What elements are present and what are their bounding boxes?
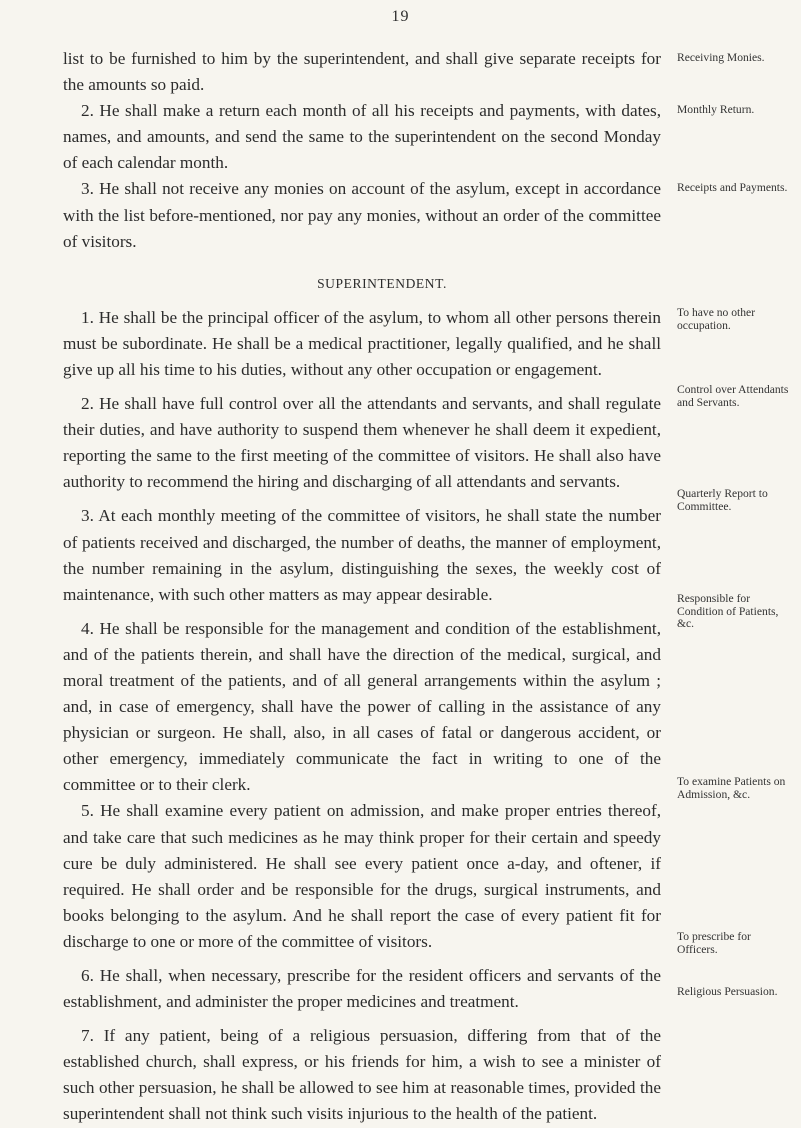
margin-note-prescribe-officers: To prescribe for Officers. [677,930,751,956]
paragraph-receipts-payments: 3. He shall not receive any monies on account of the asylum, except in accordance with the list before-mentioned, nor pay any monies, without an order of the committee of visitors. [63,179,661,251]
margin-note-receiving-monies: Receiving Monies. [677,51,765,64]
margin-note-no-other-occupation: To have no other occupation. [677,306,756,332]
paragraph-prescribe-officers: 6. He shall, when necessary, prescribe for the resident officers and servants of the establishment, and administer the proper medicines and treatment. [63,966,661,1012]
margin-note-quarterly-report: Quarterly Report to Committee. [677,487,768,513]
body-text [63,46,661,1128]
page-number: 19 [391,8,410,25]
margin-note-responsible-condition: Responsible for Condition of Patients, &c. [677,592,779,631]
paragraph-religious-persuasion: 7. If any patient, being of a religious persuasion, differing from that of the established church, shall express, or his friends for him, a wish to see a minister of such other persuasion, he shall be allowed to see him at reasonable times, provided the superintendent shall not think such visits injurious to the health of the patient. [63,1026,661,1124]
paragraph-responsibility: 4. He shall be responsible for the management and condition of the establishment, and of the patients therein, and shall have the direction of the medical, surgical, and moral treatment of the patients, and of all general arrangements within the asylum ; and, in case of emergency, shall have the power of calling in the assistance of any physician or surgeon. He shall, also, in all cases of fatal or dangerous accident, or other emergency, immediately communicate the fact in writing to one of the committee or to their clerk. [63,618,661,795]
section-heading: SUPERINTENDENT. [317,275,447,291]
margin-note-religious-persuasion: Religious Persuasion. [677,985,778,998]
paragraph-control-attendants: 2. He shall have full control over all the attendants and servants, and shall regulate their duties, and have authority to suspend them whenever he shall deem it expedient, reporting the same to the first meeting of the committee of visitors. He shall also have authority to recommend the hiring and discharging of all attendants and servants. [63,394,661,492]
paragraph-monthly-return: 2. He shall make a return each month of all his receipts and payments, with dates, names, and amounts, and send the same to the superintendent on the second Monday of each calendar month. [63,101,661,173]
paragraph-receipts-intro: list to be furnished to him by the superintendent, and shall give separate receipts for the amounts so paid. [63,49,661,95]
margin-note-control-attendants: Control over Attendants and Servants. [677,383,789,409]
paragraph-examine-patients: 5. He shall examine every patient on admission, and make proper entries thereof, and take care that such medicines as he may think proper for their certain and speedy cure be duly administered. He shall see every patient once a-day, and oftener, if required. He shall order and be responsible for the drugs, surgical instruments, and books belonging to the asylum. And he shall report the case of every patient fit for discharge to one or more of the committee of visitors. [63,801,661,951]
paragraph-monthly-meeting: 3. At each monthly meeting of the committee of visitors, he shall state the number of patients received and discharged, the number of deaths, the manner of employment, the number remaining in the asylum, distinguishing the sexes, the weekly cost of maintenance, with such other matters as may appear desirable. [63,506,661,604]
paragraph-principal-officer: 1. He shall be the principal officer of the asylum, to whom all other persons therein must be subordinate. He shall be a medical practitioner, legally qualified, and he shall give up all his time to his duties, without any other occupation or engagement. [63,307,661,379]
margin-note-monthly-return: Monthly Return. [677,103,755,116]
margin-note-examine-patients: To examine Patients on Admission, &c. [677,775,786,801]
margin-note-receipts-payments: Receipts and Payments. [677,181,788,194]
